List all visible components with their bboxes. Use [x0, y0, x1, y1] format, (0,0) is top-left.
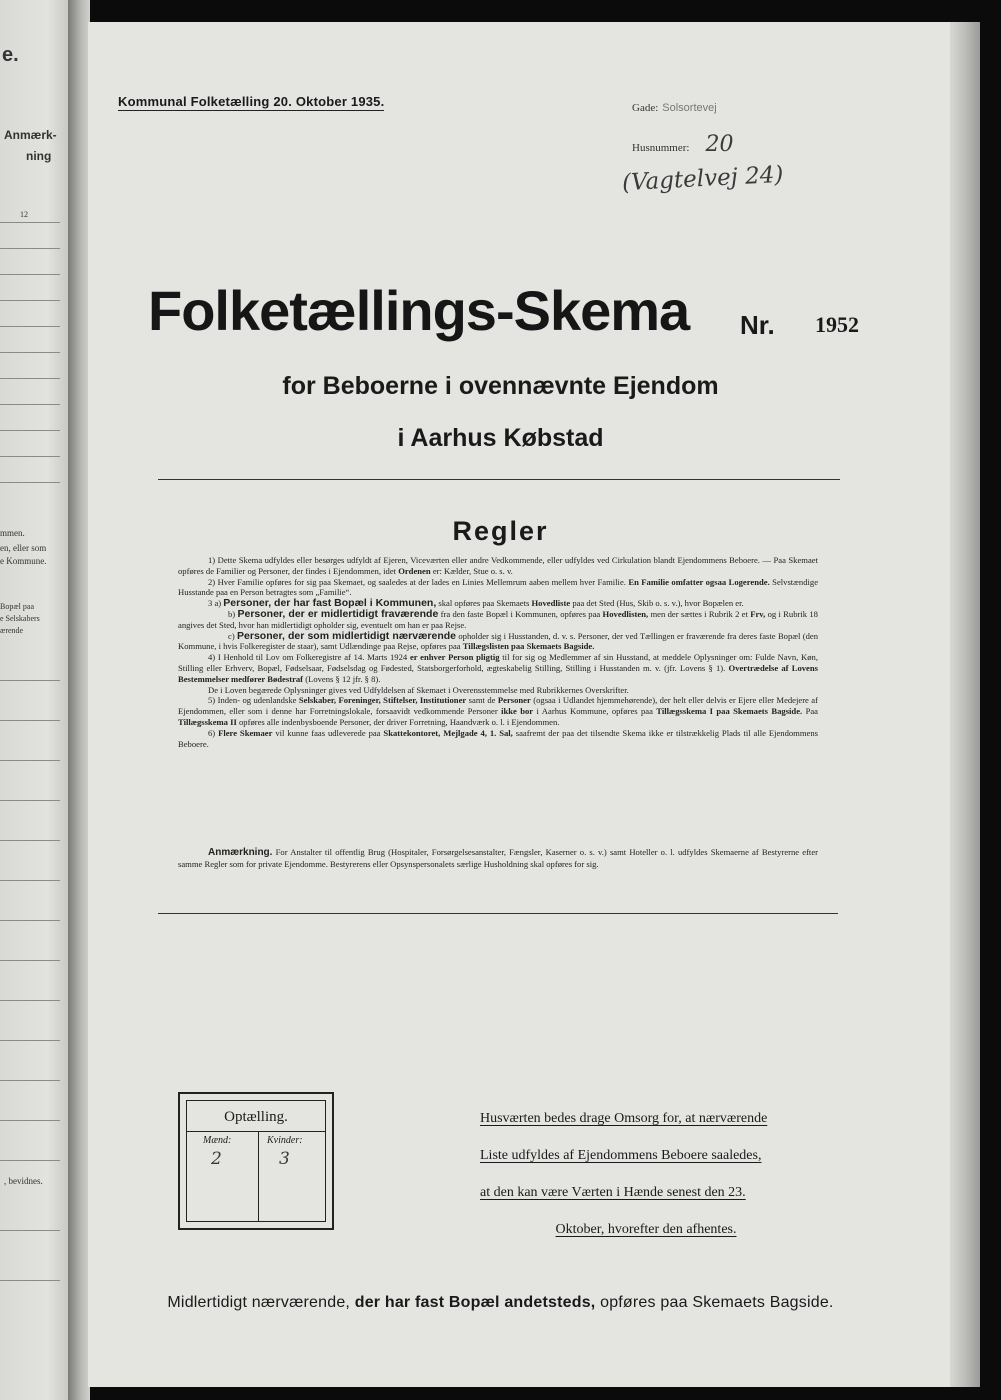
previous-page-strip	[0, 0, 68, 1400]
form-subtitle-2: i Aarhus Købstad	[397, 424, 604, 452]
footer-note: Midlertidigt nærværende, der har fast Bopæl andetsteds, opføres paa Skemaets Bagside.	[167, 1294, 834, 1311]
notice-line: Oktober, hvorefter den afhentes.	[555, 1222, 737, 1237]
left-page-fragment: , bevidnes.	[4, 1176, 43, 1186]
count-box	[178, 1092, 334, 1230]
rule-4: 4) I Henhold til Lov om Folkeregistre af 14. Marts 1924 er enhver Person pligtig til for sig og Medlemmer af sin Husstand, at meddele Oplysninger om: Fulde Navn, Køn, Stilling eller Erhverv, Bopæl, Fødselsaar, Fødselsdag og Fødested, Statsborgerforhold, ægteskabelig Stilling, Stilling i Husstanden m. v. (jfr. Lovens § 1). Overtrædelse af Lovens Bestemmelser medfører Bødestraf (Lovens § 12 jfr. § 8).	[178, 652, 818, 684]
anmaerkning-label: Anmærkning.	[208, 847, 273, 858]
rule-3b: b) Personer, der er midlertidigt fraværende fra den faste Bopæl i Kommunen, opføres paa Hovedlisten, men der sættes i Rubrik 2 et Frv, og i Rubrik 18 angives det Sted, hvor han midlertidigt opholder sig, eventuelt om han er paa Rejse.	[178, 607, 818, 630]
notice-line: at den kan være Værten i Hænde senest den 23.	[480, 1185, 746, 1200]
rule-2: 2) Hver Familie opføres for sig paa Skemaet, og saaledes at der lades en Linies Mellemrum aaben mellem hver Familie. En Familie omfatter ogsaa Logerende. Selvstændige Husstande paa en Person betragtes som „Familie“.	[178, 576, 819, 598]
husnummer-field	[632, 132, 733, 157]
anmaerkning-text: Anmærkning. For Anstalter til offentlig Brug (Hospitaler, Forsørgelsesanstalter, Fængsler, Kaserner o. s. v.) samt Hoteller o. l. udfyldes Skemaerne af Bestyrerne efter samme Regler som for private Ejendomme. Bestyrerens eller Opsynspersonalets særlige Husholdning skal opføres for sig.	[178, 847, 819, 869]
divider	[158, 913, 838, 914]
gade-field	[632, 98, 717, 116]
page-edge	[950, 22, 980, 1387]
left-page-heading-2: ning	[26, 149, 52, 163]
left-page-fragment: mmen.	[0, 528, 25, 538]
form-number-label: Nr.	[740, 310, 775, 340]
left-page-heading-1: Anmærk-	[4, 128, 57, 142]
rules-text	[178, 555, 818, 749]
gade-value: Solsortevej	[662, 102, 717, 114]
rule-5: 5) Inden- og udenlandske Selskaber, Foreninger, Stiftelser, Institutioner samt de Personer (ogsaa i Udlandet hjemmehørende), der helt eller delvis er Ejere eller Medejere af Ejendommen, eller som i denne har Forretningslokale, forsaavidt vedkommende Personer ikke bor i Aarhus Kommune, opføres paa Tillægsskema I paa Skemaets Bagside. Paa Tillægsskema II opføres alle indenbysboende Personer, der driver Forretning, Haandværk o. l. i Ejendommen.	[178, 695, 818, 727]
rule-3a: 3 a) Personer, der har fast Bopæl i Kommunen, skal opføres paa Skemaets Hovedliste paa det Sted (Hus, Skib o. s. v.), hvor Bopælen er.	[208, 597, 744, 610]
form-title: Folketællings-Skema	[148, 279, 690, 342]
left-page-fragment: Bopæl paa	[0, 602, 34, 611]
notice-line: Liste udfyldes af Ejendommens Beboere saaledes,	[480, 1148, 762, 1163]
rule-3c: c) Personer, der som midlertidigt nærværende opholder sig i Husstanden, d. v. s. Personer, der ved Tællingen er fraværende fra deres faste Bopæl (den Kommune, i hvis Folkeregister de staar), samt Udlændinge paa Rejse, opføres paa Tillægslisten paa Skemaets Bagside.	[178, 629, 818, 652]
left-page-col-number: 12	[20, 210, 28, 219]
rule-4b: De i Loven begærede Oplysninger gives ved Udfyldelsen af Skemaet i Overensstemmelse med Rubrikkernes Overskrifter.	[208, 684, 629, 695]
left-page-letter: e.	[2, 44, 19, 66]
left-page-fragment: e Kommune.	[0, 556, 47, 566]
count-title: Optælling.	[224, 1109, 288, 1125]
men-label: Mænd:	[203, 1135, 232, 1146]
women-count: 3	[279, 1149, 290, 1169]
left-page-fragment: ærende	[0, 626, 24, 635]
husnummer-value: 20	[705, 132, 734, 157]
divider	[158, 479, 840, 480]
women-label: Kvinder:	[267, 1135, 303, 1146]
notice-line: Husværten bedes drage Omsorg for, at nærværende	[480, 1111, 768, 1126]
book-gutter	[68, 0, 90, 1400]
form-subtitle-1: for Beboerne i ovennævnte Ejendom	[282, 372, 719, 400]
census-header: Kommunal Folketælling 20. Oktober 1935.	[118, 94, 385, 109]
handwritten-address-note: (Vagtelvej 24)	[621, 161, 784, 197]
husnummer-label: Husnummer:	[632, 142, 690, 154]
left-page-fragment: e Selskabers	[0, 614, 40, 623]
landlord-notice	[480, 1100, 812, 1248]
form-number-value: 1952	[815, 312, 859, 337]
men-count: 2	[211, 1149, 222, 1169]
rule-1: 1) Dette Skema udfyldes eller besørges udfyldt af Ejeren, Viceværten eller andre Vedkommende, eller udfyldes ved Cirkulation blandt Ejendommens Beboere. — Paa Skemaet opføres de Familier og Personer, der findes i Ejendommen, idet Ordenen er: Kælder, Stue o. s. v.	[178, 555, 818, 576]
left-page-fragment: en, eller som	[0, 543, 47, 553]
rule-6: 6) Flere Skemaer vil kunne faas udleverede paa Skattekontoret, Mejlgade 4, 1. Sal, saafremt der paa det tilsendte Skema ikke er tilstrækkelig Plads til alle Ejendommens Beboere.	[178, 727, 819, 749]
rules-heading: Regler	[452, 516, 549, 546]
gade-label: Gade:	[632, 102, 659, 114]
